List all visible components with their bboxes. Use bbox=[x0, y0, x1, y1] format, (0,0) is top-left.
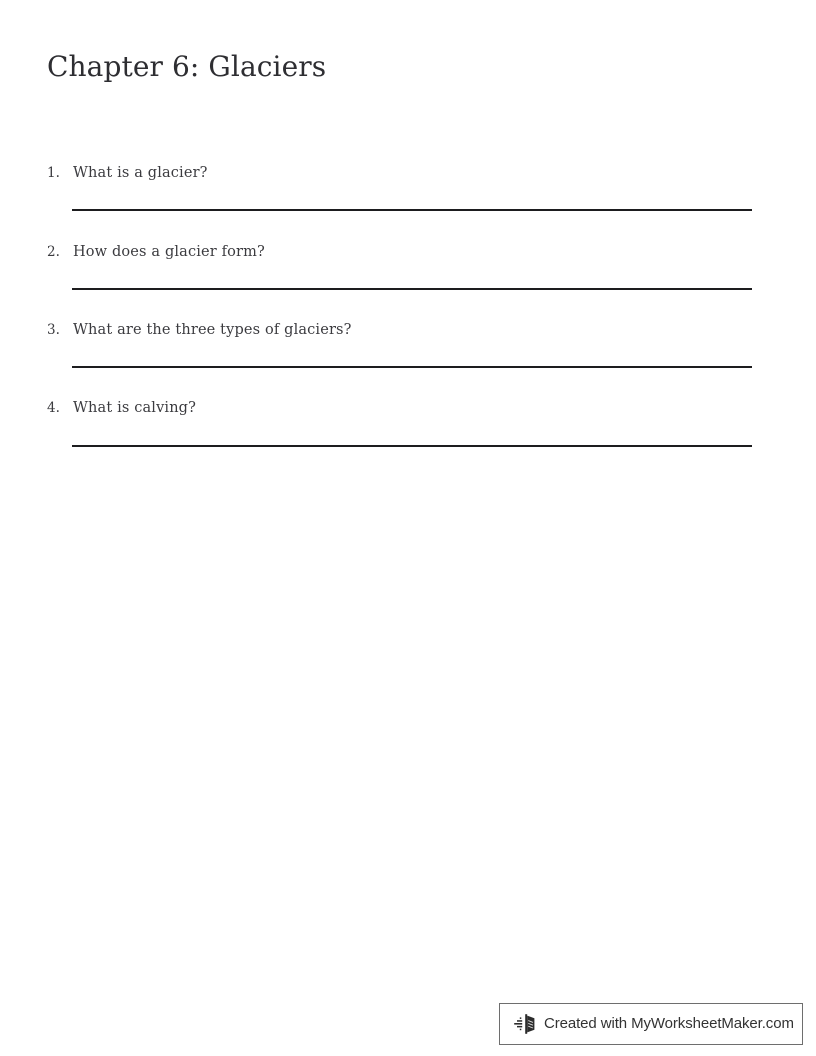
question-text: What is a glacier? bbox=[73, 165, 208, 181]
answer-line[interactable] bbox=[72, 209, 752, 211]
question-number: 4. bbox=[47, 400, 60, 416]
question-number: 1. bbox=[47, 165, 60, 181]
question-text: What are the three types of glaciers? bbox=[73, 322, 352, 338]
worksheet-maker-logo-icon bbox=[512, 1011, 538, 1037]
question-row bbox=[47, 399, 196, 417]
question-number: 2. bbox=[47, 244, 60, 260]
question-row bbox=[47, 164, 208, 182]
question-number: 3. bbox=[47, 322, 60, 338]
answer-line[interactable] bbox=[72, 288, 752, 290]
question-text: How does a glacier form? bbox=[73, 244, 265, 260]
question-text: What is calving? bbox=[73, 400, 197, 416]
question-item bbox=[0, 243, 816, 321]
question-item bbox=[0, 321, 816, 399]
created-with-badge[interactable] bbox=[499, 1003, 803, 1045]
answer-line[interactable] bbox=[72, 445, 752, 447]
badge-label: Created with MyWorksheetMaker.com bbox=[544, 1015, 794, 1032]
question-row bbox=[47, 321, 352, 339]
question-item bbox=[0, 164, 816, 242]
question-item bbox=[0, 399, 816, 477]
answer-line[interactable] bbox=[72, 366, 752, 368]
question-row bbox=[47, 243, 265, 261]
page-title: Chapter 6: Glaciers bbox=[47, 50, 327, 83]
